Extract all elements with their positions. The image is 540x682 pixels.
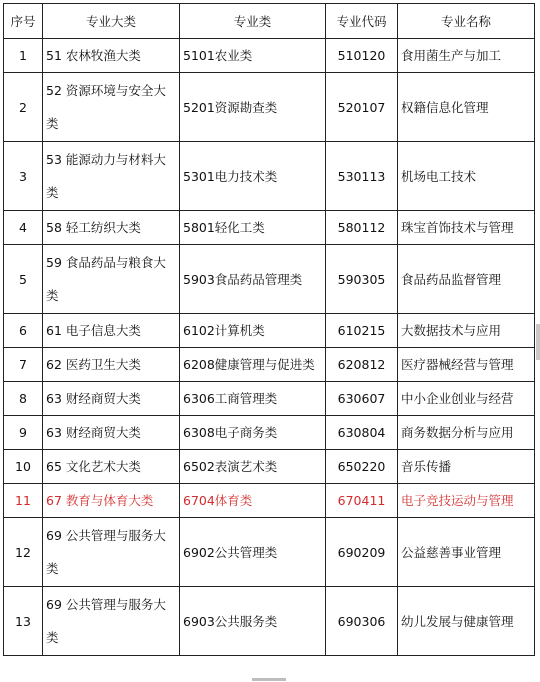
- cell-category: 69 公共管理与服务大类: [43, 587, 180, 656]
- header-category: 专业大类: [43, 4, 180, 39]
- cell-index: 9: [4, 416, 43, 450]
- cell-name: 音乐传播: [398, 450, 535, 484]
- cell-code: 650220: [326, 450, 398, 484]
- cell-index: 6: [4, 314, 43, 348]
- cell-index: 1: [4, 39, 43, 73]
- cell-index: 13: [4, 587, 43, 656]
- table-row: [4, 450, 535, 484]
- table-row: [4, 348, 535, 382]
- cell-category: 62 医药卫生大类: [43, 348, 180, 382]
- cell-code: 590305: [326, 245, 398, 314]
- majors-table: [3, 3, 535, 656]
- table-row: [4, 314, 535, 348]
- cell-index: 10: [4, 450, 43, 484]
- cell-code: 690306: [326, 587, 398, 656]
- table-row: [4, 382, 535, 416]
- cell-class: 5101农业类: [180, 39, 326, 73]
- cell-name: 幼儿发展与健康管理: [398, 587, 535, 656]
- cell-class: 6102计算机类: [180, 314, 326, 348]
- cell-index: 3: [4, 142, 43, 211]
- header-name: 专业名称: [398, 4, 535, 39]
- scrollbar[interactable]: [536, 324, 540, 360]
- scroll-handle[interactable]: [252, 678, 286, 681]
- cell-class: 6502表演艺术类: [180, 450, 326, 484]
- header-row: [4, 4, 535, 39]
- cell-code: 630607: [326, 382, 398, 416]
- table-row: [4, 587, 535, 656]
- cell-class: 6306工商管理类: [180, 382, 326, 416]
- cell-index: 5: [4, 245, 43, 314]
- cell-category: 69 公共管理与服务大类: [43, 518, 180, 587]
- cell-name: 医疗器械经营与管理: [398, 348, 535, 382]
- table-row: [4, 211, 535, 245]
- cell-category: 52 资源环境与安全大类: [43, 73, 180, 142]
- table-row: [4, 245, 535, 314]
- cell-code: 630804: [326, 416, 398, 450]
- cell-class: 6308电子商务类: [180, 416, 326, 450]
- cell-class: 5201资源勘查类: [180, 73, 326, 142]
- cell-code: 620812: [326, 348, 398, 382]
- cell-name: 大数据技术与应用: [398, 314, 535, 348]
- cell-name: 电子竞技运动与管理: [398, 484, 535, 518]
- table-row: [4, 484, 535, 518]
- cell-name: 机场电工技术: [398, 142, 535, 211]
- cell-category: 59 食品药品与粮食大类: [43, 245, 180, 314]
- cell-index: 2: [4, 73, 43, 142]
- cell-code: 580112: [326, 211, 398, 245]
- cell-category: 58 轻工纺织大类: [43, 211, 180, 245]
- cell-name: 公益慈善事业管理: [398, 518, 535, 587]
- cell-code: 520107: [326, 73, 398, 142]
- header-code: 专业代码: [326, 4, 398, 39]
- cell-name: 权籍信息化管理: [398, 73, 535, 142]
- cell-code: 690209: [326, 518, 398, 587]
- cell-category: 51 农林牧渔大类: [43, 39, 180, 73]
- table-row: [4, 39, 535, 73]
- cell-class: 5301电力技术类: [180, 142, 326, 211]
- cell-class: 6704体育类: [180, 484, 326, 518]
- cell-code: 670411: [326, 484, 398, 518]
- header-class: 专业类: [180, 4, 326, 39]
- cell-category: 65 文化艺术大类: [43, 450, 180, 484]
- cell-code: 510120: [326, 39, 398, 73]
- table-row: [4, 142, 535, 211]
- cell-category: 67 教育与体育大类: [43, 484, 180, 518]
- cell-name: 食品药品监督管理: [398, 245, 535, 314]
- table-row: [4, 416, 535, 450]
- cell-index: 4: [4, 211, 43, 245]
- cell-index: 8: [4, 382, 43, 416]
- cell-category: 63 财经商贸大类: [43, 416, 180, 450]
- header-index: 序号: [4, 4, 43, 39]
- cell-category: 63 财经商贸大类: [43, 382, 180, 416]
- table-row: [4, 518, 535, 587]
- cell-name: 中小企业创业与经营: [398, 382, 535, 416]
- table-row: [4, 73, 535, 142]
- cell-index: 7: [4, 348, 43, 382]
- cell-class: 6902公共管理类: [180, 518, 326, 587]
- cell-class: 6208健康管理与促进类: [180, 348, 326, 382]
- cell-name: 食用菌生产与加工: [398, 39, 535, 73]
- cell-code: 610215: [326, 314, 398, 348]
- cell-code: 530113: [326, 142, 398, 211]
- cell-name: 珠宝首饰技术与管理: [398, 211, 535, 245]
- cell-category: 61 电子信息大类: [43, 314, 180, 348]
- cell-class: 5903食品药品管理类: [180, 245, 326, 314]
- cell-class: 5801轻化工类: [180, 211, 326, 245]
- cell-index: 12: [4, 518, 43, 587]
- cell-class: 6903公共服务类: [180, 587, 326, 656]
- cell-category: 53 能源动力与材料大类: [43, 142, 180, 211]
- cell-name: 商务数据分析与应用: [398, 416, 535, 450]
- cell-index: 11: [4, 484, 43, 518]
